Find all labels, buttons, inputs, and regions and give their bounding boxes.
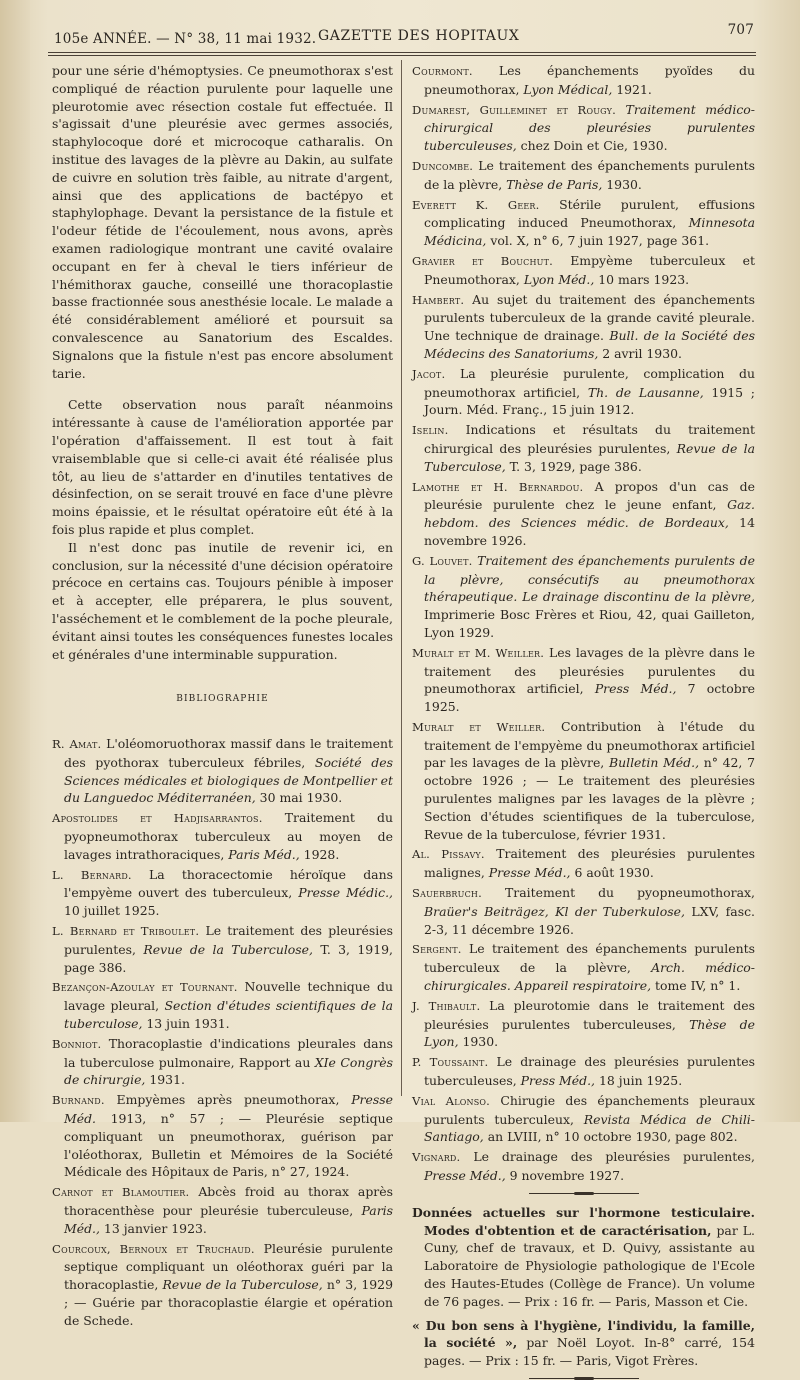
ref-text: Traitement du pyopneumothorax tuberculeux au moyen de lavages intrathoraciques, [64,810,393,862]
ref-source: XIe Congrès de chirurgie, [64,1054,393,1088]
ref-author: Al. Pissavy. [412,847,485,862]
ref-author: Dumarest, Guilleminet et Rougy. [412,102,616,117]
ref-author: Apostolides et Hadjisarrantos. [52,811,263,826]
ref-text: Abcès froid au thorax après thoracenthèse pour pleurésie tuberculeuse, [64,1184,393,1219]
bibliography-entry [52,1183,393,1237]
ref-source: Bulletin Méd., [608,755,700,771]
bibliography-entry [52,1091,393,1181]
ref-text: Le traitement des épanchements purulents tuberculeux de la plèvre, [424,941,755,976]
ref-author: L. Bernard et Triboulet. [52,924,200,939]
running-header [48,24,754,50]
bibliography-entry [412,1148,755,1185]
ref-author: Jacot. [412,366,446,381]
ref-source: Revue de la Tuberculose, [143,941,313,957]
bibliography-entry [412,157,755,194]
ref-details: tome IV, n° 1. [651,978,741,994]
ref-source: Minnesota Médicina, [424,215,755,249]
ref-source: Revue de la Tuberculose, [424,440,755,474]
ref-text: Pleurésie purulente septique compliquant un oléothorax guéri par la thoracoplastie, [64,1240,393,1293]
notice-title: « Du bon sens à l'hygiène, l'individu, la famille, la société », [412,1317,755,1351]
ref-author: Courcoux, Bernoux et Truchaud. [52,1241,255,1256]
ref-text: L'oléomoruothorax massif dans le traitement des pyothorax tuberculeux fébriles, [64,736,393,770]
ref-text: La thoracectomie héroïque dans l'empyème ouvert des tuberculeux, [64,866,393,901]
ref-details: 1921. [612,81,652,97]
ref-details: 1915 ; Journ. Méd. Franç., 15 juin 1912. [424,384,755,418]
ref-source: Press Méd., [594,681,677,697]
ref-text [616,102,626,117]
ref-details: Imprimerie Bosc Frères et Riou, 42, quai Gailleton, Lyon 1929. [424,607,755,640]
ref-author: L. Bernard. [52,867,132,882]
bibliography-list [412,62,755,1185]
header-rule [48,55,756,56]
book-notices [412,1204,755,1370]
ref-source: Press Méd., [520,1073,595,1089]
ref-text: Le drainage des pleurésies purulentes, [460,1149,755,1165]
ref-source: Gaz. hebdom. des Sciences médic. de Bordeaux, [424,497,755,531]
ref-source: Lyon Médical, [523,81,613,97]
ref-details: 9 novembre 1927. [505,1168,625,1184]
ref-author: P. Toussaint. [412,1055,489,1070]
ref-author: Courmont. [412,64,473,78]
ref-text: Le traitement des pleurésies purulentes, [64,923,394,957]
bibliography-heading: BIBLIOGRAPHIE [176,694,269,705]
bibliography-entry [52,978,393,1032]
right-column [412,62,756,1369]
ref-source: Paris Méd., [228,846,300,862]
ref-text: Les lavages de la plèvre dans le traitement des pleurésies purulentes du pneumothorax artificiel, [424,644,755,697]
ref-author: Everett K. Geer. [412,197,540,212]
bibliography-entry [52,922,393,976]
ref-author: Burnand. [52,1093,105,1108]
ref-author: Vial Alonso. [412,1093,491,1108]
bibliography-entry [52,809,393,863]
ref-text: Les épanchements pyoïdes du pneumothorax, [424,63,755,97]
body-paragraph: Il n'est donc pas inutile de revenir ici, en conclusion, sur la nécessité d'une décision opératoire précoce en certains cas. Toujours pénible à imposer et à accepter, elle préparera, le plus souvent, l'asséchement et le comblement de la poche pleurale, évitant ainsi toutes les conséquences funestes locales et générales d'une interminable suppuration. [52,539,393,662]
ref-source: Bull. de la Société des Médecins des Sanatoriums, [424,328,755,361]
bibliography-list [52,735,393,1330]
notice-details: par Noël Loyot. In-8° carré, 154 pages. — Prix : 15 fr. — Paris, Vigot Frères. [424,1335,755,1369]
bibliography-entry [412,552,755,642]
ref-text: Traitement du pyopneumothorax, [481,885,755,901]
column-divider [401,60,402,1096]
ref-details: 14 novembre 1926. [424,515,756,548]
ref-details: 1928. [299,846,340,862]
ref-source: Presse Méd. [64,1092,393,1127]
ref-details: 10 mars 1923. [594,271,690,287]
ref-author: Bonniot. [52,1036,102,1051]
ref-source: Traitement médico-chirurgical des pleurésies purulentes tuberculeuses, [424,101,755,154]
ref-source: Presse Méd., [488,865,571,881]
ref-source: Arch. médico-chirurgicales. Appareil respiratoire, [424,960,755,994]
ref-text: Empyème tuberculeux et Pneumothorax, [424,252,755,287]
ref-author: R. Amat. [52,737,102,752]
header-rule [48,52,756,53]
bibliography-entry [412,62,755,99]
ref-details: T. 3, 1929, page 386. [505,458,642,474]
ref-author: J. Thibault. [412,998,481,1013]
ref-author: Hambert. [412,292,465,307]
bibliography-entry [412,718,755,844]
ref-author: Gravier et Bouchut. [412,253,554,268]
ref-text: A propos d'un cas de pleurésie purulente chez le jeune enfant, [424,478,756,513]
ref-source: Presse Méd., [424,1168,506,1184]
bibliography-entry [412,1092,755,1146]
body-paragraph: pour une série d'hémoptysies. Ce pneumothorax s'est compliqué de réaction purulente pour laquelle une pleurotomie avec résection costale fut effectuée. Il s'agissait d'une pleurésie avec germes associés, staphylocoque doré et microcoque catharalis. On institue des lavages de la plèvre au Dakin, au sulfate de cuivre en solution très faible, au nitrate d'argent, ainsi que des applications de bactépyo et staphylophage. Devant la persistance de la fistule et l'odeur fétide de l'écoulement, nous avons, après examen radiologique montrant une cavité ovalaire occupant en fer à cheval le tiers inférieur de l'hémithorax gauche, conseillé une thoracoplastie basse fractionnée sous anesthésie locale. Le malade a été considérablement amélioré et poursuit sa convalescence au Sanatorium des Escaldes. Signalons que la fistule n'est pas encore absolument tarie. [52,63,393,381]
ref-text: Le traitement des épanchements purulents de la plèvre, [424,157,755,192]
ref-details: 1931. [145,1072,185,1088]
bibliography-entry [52,1035,393,1089]
ref-source: Th. de Lausanne, [587,384,704,400]
bibliography-entry [412,845,755,882]
ref-source: Traitement des épanchements purulents de la plèvre, consécutifs au pneumothorax thérapeutique. Le drainage discontinu de la plèvre, [424,552,755,605]
ref-details: 18 juin 1925. [595,1073,683,1089]
ref-author: Carnot et Blamoutier. [52,1185,190,1200]
ref-details: 1913, n° 57 ; — Pleurésie septique compliquant un pneumothorax, guérison par l'oléothorax, Bulletin et Mémoires de la Société Médicale des Hôpitaux de Paris, n° 27, 1924. [64,1111,393,1180]
ref-details: an LVIII, n° 10 octobre 1930, page 802. [483,1129,738,1145]
ref-details: 6 août 1930. [570,865,654,881]
ref-author: Bezançon-Azoulay et Tournant. [52,980,238,995]
notice-details: par L. Cuny, chef de travaux, et D. Quivy, assistante au Laboratoire de Physiologie pathologique de l'Ecole des Hautes-Etudes (Collège de France). Un volume de 76 pages. — Prix : 16 fr. — Paris, Masson et Cie. [424,1222,755,1309]
bibliography-entry [52,1240,393,1330]
ref-author: Sauerbruch. [412,886,482,901]
ref-details: LXV, fasc. 2-3, 11 décembre 1926. [424,903,755,937]
ref-details: 10 juillet 1925. [64,903,160,919]
ref-author: Muralt et Weiller. [412,719,546,734]
book-notice [412,1317,755,1370]
ref-text: Le drainage des pleurésies purulentes tuberculeuses, [424,1054,755,1089]
bibliography-entry [412,884,755,938]
ref-details: n° 42, 7 octobre 1926 ; — Le traitement des pleurésies purulentes malignes par les lavages de la plèvre ; Section d'études scientifiques de la tuberculose, Revue de la tuberculose, février 1931. [424,755,755,842]
ref-details: 7 octobre 1925. [424,681,755,715]
book-notice [412,1204,755,1311]
ref-details: T. 3, 1919, page 386. [64,941,393,975]
ref-source: Braüer's Beiträgez, Kl der Tuberkulose, [424,903,685,919]
ref-text: Au sujet du traitement des épanchements purulents tuberculeux de la grande cavité pleurale. Une technique de drainage. [424,291,755,344]
page-edge-shadow [0,0,30,1122]
section-divider [529,1193,639,1194]
bibliography-entry [412,1053,755,1090]
bibliography-entry [412,365,755,419]
bibliography-entry [412,421,755,475]
ref-text: Stérile purulent, effusions complicating induced Pneumothorax, [424,196,755,231]
journal-title: GAZETTE DES HOPITAUX [318,28,520,44]
ref-author: Muralt et M. Weiller. [412,645,545,660]
ref-details: 1930. [458,1034,499,1050]
ref-details: 13 juin 1931. [142,1016,230,1032]
ref-author: Vignard. [412,1150,461,1165]
ref-source: Société des Sciences médicales et biologiques de Montpellier et du Languedoc Méditerranéen, [64,754,393,806]
notice-title: Données actuelles sur l'hormone testiculaire. Modes d'obtention et de caractérisation, [412,1204,755,1238]
bibliography-entry [412,940,755,994]
ref-details: 2 avril 1930. [598,345,683,361]
bibliography-entry [412,101,755,155]
left-column [52,62,394,1328]
ref-source: Thèse de Lyon, [424,1016,756,1050]
ref-details: 13 janvier 1923. [99,1220,207,1236]
ref-source: Presse Médic., [298,885,393,901]
page-number: 707 [727,22,754,38]
ref-text: Traitement des pleurésies purulentes malignes, [424,846,755,881]
bibliography-entry [412,644,755,716]
ref-details: n° 3, 1929 ; — Guérie par thoracoplastie élargie et opération de Schede. [64,1277,393,1328]
ref-text: Chirugie des épanchements pleuraux purulents tuberculeux, [424,1092,755,1127]
bibliography-entry [52,735,393,807]
bibliography-entry [412,478,755,550]
ref-text: La pleurésie purulente, complication du pneumothorax artificiel, [424,365,755,400]
ref-details: 30 mai 1930. [255,790,343,806]
ref-author: Sergent. [412,942,462,957]
ref-source: Revue de la Tuberculose, [162,1277,323,1293]
ref-text: Indications et résultats du traitement chirurgical des pleurésies purulentes, [424,422,755,456]
bibliography-entry [412,196,755,250]
ref-details: chez Doin et Cie, 1930. [516,138,668,154]
section-divider [529,1378,639,1379]
ref-source: Section d'études scientifiques de la tuberculose, [64,998,393,1032]
bibliography-entry [412,997,755,1051]
bibliography-entry [412,291,755,363]
ref-text: Empyèmes après pneumothorax, [104,1092,352,1108]
ref-author: Iselin. [412,423,449,438]
ref-author: Lamothe et H. Bernardou. [412,479,584,494]
ref-source: Thèse de Paris, [506,176,603,192]
ref-author: G. Louvet. [412,553,473,568]
ref-text: La pleurotomie dans le traitement des pleurésies purulentes tuberculeuses, [424,997,755,1032]
ref-text: Thoracoplastie d'indications pleurales dans la tuberculose pulmonaire, Rapport au [64,1035,393,1070]
ref-author: Duncombe. [412,158,474,173]
ref-details: 1930. [602,176,642,192]
issue-info: 105e ANNÉE. — N° 38, 11 mai 1932. [54,31,317,47]
ref-text: Contribution à l'étude du traitement de l'empyème du pneumothorax artificiel par les lavages de la plèvre, [424,718,756,771]
ref-text: Nouvelle technique du lavage pleural, [64,979,393,1014]
bibliography-entry [52,866,393,920]
ref-source: Paris Méd., [64,1203,393,1236]
ref-source: Revista Médica de Chili-Santiago, [424,1111,755,1145]
ref-details: vol. X, n° 6, 7 juin 1927, page 361. [486,233,710,249]
bibliography-entry [412,252,755,289]
body-paragraph: Cette observation nous paraît néanmoins intéressante à cause de l'amélioration apportée par l'opération d'affaissement. Il est tout à fait vraisemblable que si celle-ci avait été réalisée plus tôt, au lieu de s'attarder en d'inutiles tentatives de désinfection, on se serait trouvé en face d'une plèvre moins épaissie, et le résultat opératoire eût été à la fois plus rapide et plus complet. [52,397,393,537]
ref-source: Lyon Méd., [523,271,595,287]
